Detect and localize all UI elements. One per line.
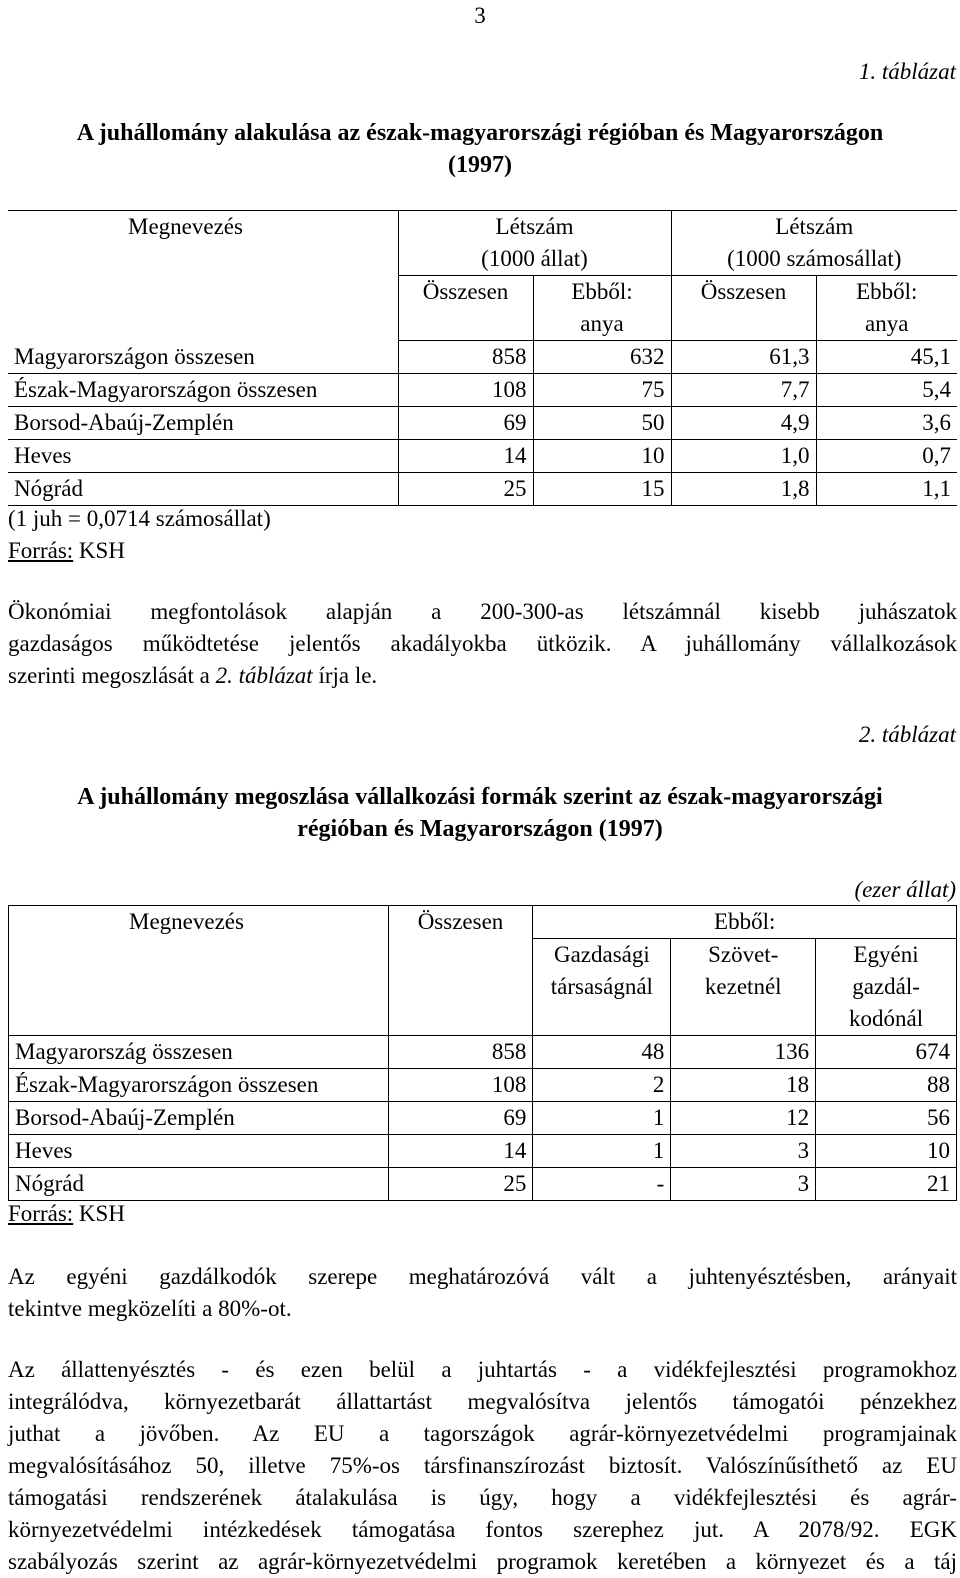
cell-value: -: [533, 1168, 671, 1201]
cell-value: 25: [398, 473, 533, 506]
cell-value: 69: [398, 407, 533, 440]
table2-header-col3-line2: gazdál-: [852, 974, 920, 999]
table-row: [9, 1135, 957, 1168]
paragraph-3: [8, 1354, 957, 1578]
cell-value: 858: [398, 341, 533, 374]
table2-header-col3: [816, 939, 957, 1036]
table2-header-col2-line2: kezetnél: [704, 974, 782, 999]
table-row: [9, 1036, 957, 1069]
paragraph-line: juthat a jövőben. Az EU a tagországok agrár-környezetvédelmi programjainak: [8, 1421, 957, 1446]
cell-value: 69: [388, 1102, 533, 1135]
table-row: [8, 374, 957, 407]
cell-value: 1,8: [671, 473, 816, 506]
table1-title-line2: (1997): [448, 152, 512, 178]
cell-value: 2: [533, 1069, 671, 1102]
cell-value: 14: [398, 440, 533, 473]
table1-header-group1-line1: Létszám: [495, 214, 574, 239]
table-row: [8, 473, 957, 506]
table2-header-col2-line1: Szövet-: [708, 942, 779, 967]
table1-header-ofwhich2-line1: Ebből:: [856, 279, 918, 304]
cell-value: 3: [671, 1168, 816, 1201]
row-name: Magyarország összesen: [9, 1036, 389, 1069]
cell-value: 1,1: [816, 473, 957, 506]
cell-value: 88: [816, 1069, 957, 1102]
cell-value: 48: [533, 1036, 671, 1069]
cell-value: 56: [816, 1102, 957, 1135]
paragraph-line: Az egyéni gazdálkodók szerepe meghatározóvá vált a juhtenyésztésben, arányait: [8, 1264, 957, 1289]
table-reference: 2. táblázat: [215, 663, 313, 688]
table-row: [9, 1102, 957, 1135]
table2-label: 2. táblázat: [858, 722, 956, 747]
table2-header-col2: [671, 939, 816, 1036]
table1-header-group1-line2: (1000 állat): [481, 246, 588, 271]
cell-value: 15: [533, 473, 671, 506]
table2-header-col3-line1: Egyéni: [853, 942, 919, 967]
cell-value: 25: [388, 1168, 533, 1201]
table1-header-group2: [671, 211, 957, 276]
table1-header-name: Megnevezés: [8, 211, 398, 341]
table2-title: [10, 781, 950, 845]
cell-value: 21: [816, 1168, 957, 1201]
row-name: Borsod-Abaúj-Zemplén: [8, 407, 398, 440]
paragraph-line: támogatási rendszerének átalakulása is úgy, hogy a vidékfejlesztési és agrár-: [8, 1485, 957, 1510]
table1-label: 1. táblázat: [858, 59, 956, 84]
source-label: Forrás:: [8, 1201, 74, 1226]
cell-value: 12: [671, 1102, 816, 1135]
table2-header-col1-line1: Gazdasági: [553, 942, 650, 967]
paragraph-line: Az állattenyésztés - és ezen belül a juhtartás - a vidékfejlesztési programokhoz: [8, 1357, 957, 1382]
cell-value: 1: [533, 1135, 671, 1168]
table-row: [8, 407, 957, 440]
cell-value: 10: [533, 440, 671, 473]
table1-title-line1: A juhállomány alakulása az észak-magyarországi régióban és Magyarországon: [76, 120, 884, 146]
cell-value: 45,1: [816, 341, 957, 374]
row-name: Észak-Magyarországon összesen: [8, 374, 398, 407]
table1-header-ofwhich1-line1: Ebből:: [571, 279, 633, 304]
row-name: Heves: [9, 1135, 389, 1168]
paragraph-2: [8, 1261, 957, 1325]
table1-header-ofwhich1-line2: anya: [580, 311, 624, 336]
cell-value: 61,3: [671, 341, 816, 374]
table2: [8, 905, 957, 1201]
paragraph-line: megvalósításához 50, illetve 75%-os társfinanszírozást biztosít. Valószínűsíthető az EU: [8, 1453, 957, 1478]
table-row: [8, 440, 957, 473]
cell-value: 3,6: [816, 407, 957, 440]
table2-unit: (ezer állat): [854, 877, 956, 902]
table-row: [8, 341, 957, 374]
table1-header-group2-line1: Létszám: [775, 214, 854, 239]
table1-note: (1 juh = 0,0714 számosállat): [8, 506, 271, 531]
cell-value: 18: [671, 1069, 816, 1102]
row-name: Nógrád: [9, 1168, 389, 1201]
table2-header-ofwhich: Ebből:: [533, 906, 957, 939]
paragraph-line: szabályozás szerint az agrár-környezetvédelmi programok keretében a környezet és a táj: [8, 1549, 957, 1574]
table1-header-total1: Összesen: [398, 276, 533, 341]
table2-header-name: Megnevezés: [9, 906, 389, 1036]
cell-value: 136: [671, 1036, 816, 1069]
cell-value: 632: [533, 341, 671, 374]
table2-header-total: Összesen: [388, 906, 533, 1036]
table1-header-ofwhich2: [816, 276, 957, 341]
table2-title-line1: A juhállomány megoszlása vállalkozási formák szerint az észak-magyarországi: [77, 784, 883, 810]
paragraph-line: gazdaságos működtetése jelentős akadályokba ütközik. A juhállomány vállalkozások: [8, 631, 957, 656]
cell-value: 10: [816, 1135, 957, 1168]
table-row: [9, 1168, 957, 1201]
table1: [8, 210, 957, 506]
table1-header-group2-line2: (1000 számosállat): [727, 246, 902, 271]
page-number: 3: [474, 3, 486, 28]
table1-title: [10, 117, 950, 181]
row-name: Nógrád: [8, 473, 398, 506]
table1-header-ofwhich2-line2: anya: [865, 311, 909, 336]
table2-header-col1-line2: társaságnál: [550, 974, 653, 999]
cell-value: 7,7: [671, 374, 816, 407]
cell-value: 108: [398, 374, 533, 407]
paragraph-text: írja le.: [312, 663, 378, 688]
paragraph-1: [8, 596, 957, 692]
source-value: KSH: [78, 1201, 125, 1226]
cell-value: 1,0: [671, 440, 816, 473]
cell-value: 50: [533, 407, 671, 440]
row-name: Heves: [8, 440, 398, 473]
paragraph-line: integrálódva, környezetbarát állattartást megvalósítva jelentős támogatói pénzekhez: [8, 1389, 957, 1414]
row-name: Észak-Magyarországon összesen: [9, 1069, 389, 1102]
cell-value: 14: [388, 1135, 533, 1168]
paragraph-line: Ökonómiai megfontolások alapján a 200-300-as létszámnál kisebb juhászatok: [8, 599, 957, 624]
cell-value: 5,4: [816, 374, 957, 407]
table1-source: [8, 535, 125, 567]
paragraph-line: környezetvédelmi intézkedések támogatása fontos szerephez jut. A 2078/92. EGK: [8, 1517, 957, 1542]
paragraph-text: szerinti megoszlását a: [8, 663, 216, 688]
table1-header-ofwhich1: [533, 276, 671, 341]
paragraph-line: [8, 660, 957, 692]
cell-value: 3: [671, 1135, 816, 1168]
table1-header-group1: [398, 211, 671, 276]
table2-header-col1: [533, 939, 671, 1036]
table1-header-total2: Összesen: [671, 276, 816, 341]
cell-value: 75: [533, 374, 671, 407]
row-name: Borsod-Abaúj-Zemplén: [9, 1102, 389, 1135]
table2-title-line2: régióban és Magyarországon (1997): [297, 816, 663, 842]
table-row: [9, 1069, 957, 1102]
row-name: Magyarországon összesen: [8, 341, 398, 374]
cell-value: 674: [816, 1036, 957, 1069]
table2-source: [8, 1198, 125, 1230]
source-label: Forrás:: [8, 538, 74, 563]
cell-value: 858: [388, 1036, 533, 1069]
table2-header-col3-line3: kodónál: [849, 1006, 924, 1031]
cell-value: 1: [533, 1102, 671, 1135]
cell-value: 4,9: [671, 407, 816, 440]
cell-value: 0,7: [816, 440, 957, 473]
source-value: KSH: [78, 538, 125, 563]
cell-value: 108: [388, 1069, 533, 1102]
paragraph-line: tekintve megközelíti a 80%-ot.: [8, 1296, 292, 1321]
